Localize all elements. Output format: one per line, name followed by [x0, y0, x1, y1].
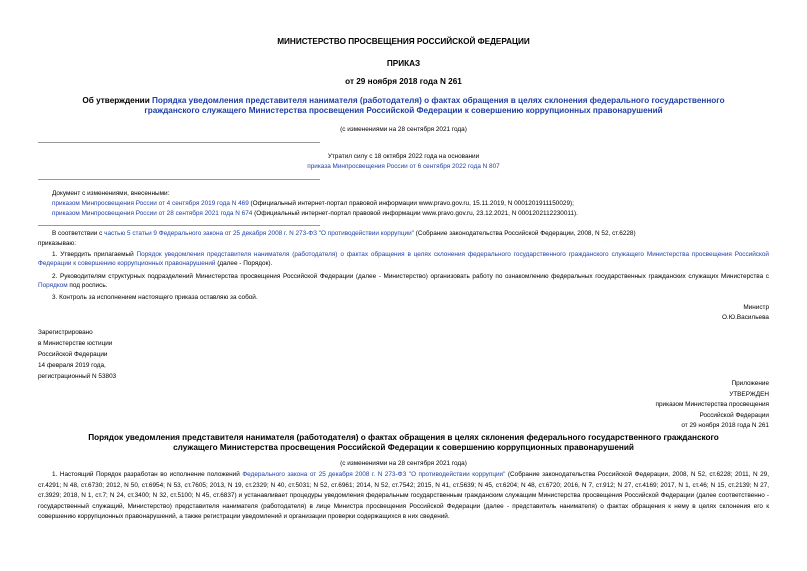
doc-date-number: от 29 ноября 2018 года N 261 [345, 77, 462, 86]
item-2-link[interactable]: Порядком [38, 281, 68, 289]
doc-type: ПРИКАЗ [386, 59, 421, 68]
preamble-text: В соответствии с [52, 230, 105, 237]
doc-title-prefix: Об утверждении [82, 96, 152, 105]
amendment-text: (Официальный интернет-портал правовой информации www.pravo.gov.ru, 15.11.2019, N 0001201911150029); [248, 200, 574, 207]
amendment-link[interactable]: приказом Минпросвещения России от 28 сентября 2021 года N 674 [52, 210, 253, 217]
item-2-text: под роспись. [67, 281, 108, 289]
procedure-changes-note: (с изменениями на 28 сентября 2021 года) [340, 460, 467, 467]
item-3: 3. Контроль за исполнением настоящего приказа оставляю за собой. [52, 294, 258, 301]
procedure-p1-text: 1. Настоящий Порядок разработан во исполнение положений [52, 471, 243, 478]
appendix-line: Приложение [731, 380, 769, 387]
signature-name: О.Ю.Васильева [721, 314, 769, 321]
amendment-text: (Официальный интернет-портал правовой информации www.pravo.gov.ru, 23.12.2021, N 0001202112230011). [252, 210, 578, 217]
appendix-block [500, 379, 769, 432]
procedure-p1-text: (Собрание законодательства Российской Федерации, 2008, N 52, ст.6228; 2011, N 29, ст.4291; N 48, ст.6730; 2012, N 50, ст.6954; N 53, ст.7605; 2013, N 19, ст.2329; N 40, ст.5031; N 52, ст.6961; 2014, N 52, ст.7542; 2015, N 41, ст.5639; N 45, ст.6204; N 48, ст.6720; 2016, N 7, ст.912; N 27, ст.4169; 2017, N 1, ст.46; N 15, ст.2139; N 27, ст.3929; 2018, N 1, ст.7; N 24, ст.3400; N 32, ст.5100; N 45, ст.6837) и устанавливает процедуры уведомления федеральным государственным гражданским служащим Министерства просвещения Российской Федерации (далее соответственно - государственный служащий, Министерство) представителя нанимателя (работодателя) в лице Министра просвещения Российской Федерации (далее - представитель нанимателя) о фактах обращения к нему в целях склонения его к совершению коррупционных правонарушений, а также регистрации уведомлений и организации проверки содержащихся в них сведений. [38, 471, 769, 520]
invalidation-link-line [0, 163, 807, 172]
item-2 [38, 273, 769, 290]
appendix-line: приказом Министерства просвещения [655, 401, 769, 408]
changes-note: (с изменениями на 28 сентября 2021 года) [340, 126, 467, 133]
procedure-p1-link[interactable]: Федерального закона от 25 декабря 2008 г. N 273-ФЗ "О противодействии коррупции" [242, 471, 506, 478]
appendix-line: Российской Федерации [699, 411, 769, 419]
registration-block [38, 327, 238, 382]
procedure-paragraph-1 [38, 470, 769, 523]
divider [38, 142, 320, 143]
registration-line: Зарегистрировано [38, 329, 93, 336]
preamble-text: (Собрание законодательства Российской Федерации, 2008, N 52, ст.6228) [413, 230, 636, 237]
registration-line: 14 февраля 2019 года, [38, 362, 106, 369]
registration-line: регистрационный N 53803 [38, 373, 117, 380]
item-1-text: (далее - Порядок). [215, 259, 273, 267]
invalidation-link[interactable]: приказа Минпросвещения России от 6 сентября 2022 года N 807 [307, 163, 500, 170]
appendix-line: от 29 ноября 2018 года N 261 [681, 422, 769, 429]
procedure-title: Порядок уведомления представителя нанимателя (работодателя) о фактах обращения в целях склонения федерального государственного гражданского служащего Министерства просвещения Российской Федерации к совершению коррупционных правонарушений [88, 433, 719, 453]
divider [38, 179, 320, 180]
amendment-item [52, 210, 772, 219]
divider [38, 225, 320, 226]
amendment-item [52, 200, 772, 209]
registration-line: в Министерстве юстиции [38, 340, 113, 347]
doc-title-link[interactable]: Порядка уведомления представителя нанимателя (работодателя) о фактах обращения в целях склонения федерального государственного гражданского служащего Министерства просвещения Российской Федерации к совершению коррупционных правонарушений [144, 96, 725, 116]
amendment-link[interactable]: приказом Минпросвещения России от 4 сентября 2019 года N 469 [52, 200, 249, 207]
registration-line: Российской Федерации [38, 351, 108, 358]
amendments-intro: Документ с изменениями, внесенными: [52, 190, 170, 197]
preamble-link[interactable]: частью 5 статьи 9 Федерального закона от 25 декабря 2008 г. N 273-ФЗ "О противодействии коррупции" [104, 230, 414, 237]
item-1 [38, 251, 769, 268]
item-2-text: 2. Руководителям структурных подразделений Министерства просвещения Российской Федерации (далее - Министерство) организовать работу по ознакомлению федеральных государственных гражданских служащих Министерства с [52, 273, 769, 280]
doc-title [70, 96, 737, 117]
item-1-link[interactable]: Порядок уведомления представителя нанимателя (работодателя) о фактах обращения в целях склонения федерального государственного гражданского служащего Министерства просвещения Российской Федерации к совершению коррупционных правонарушений [38, 251, 769, 267]
ministry-title: МИНИСТЕРСТВО ПРОСВЕЩЕНИЯ РОССИЙСКОЙ ФЕДЕРАЦИИ [277, 37, 530, 46]
preamble [38, 230, 769, 239]
order-word: приказываю: [38, 240, 76, 247]
invalidation-line: Утратил силу с 18 октября 2022 года на основании [327, 153, 480, 160]
appendix-line: УТВЕРЖДЕН [729, 390, 769, 398]
item-1-text: 1. Утвердить прилагаемый [52, 251, 137, 258]
signature-position: Министр [743, 304, 769, 311]
